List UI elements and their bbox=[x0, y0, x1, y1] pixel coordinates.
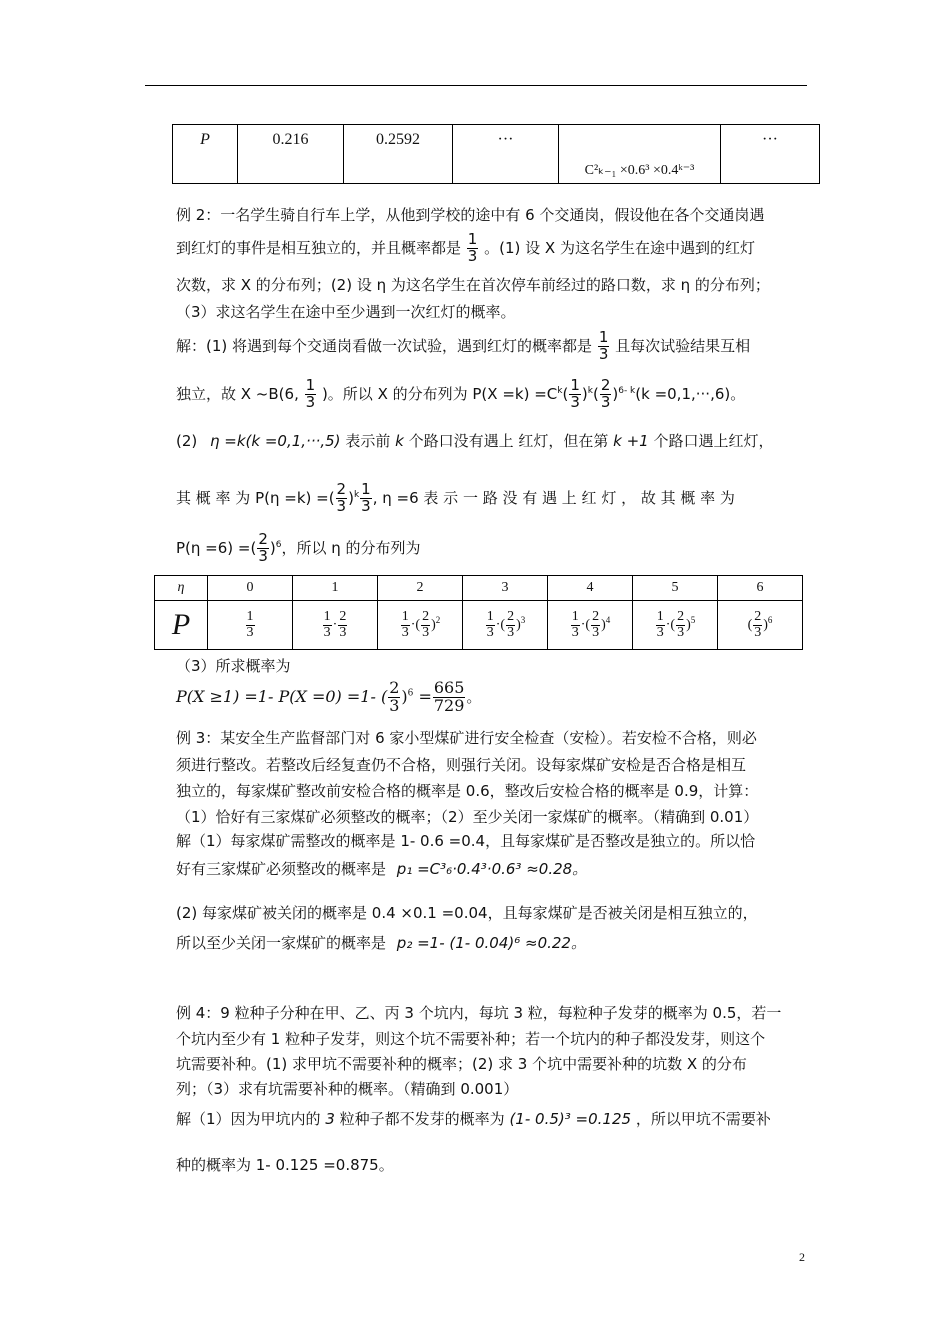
denominator: 3 bbox=[305, 392, 316, 411]
denominator: 3 bbox=[422, 624, 430, 640]
numerator: 1 bbox=[467, 230, 478, 248]
text-run: k +1 bbox=[613, 432, 649, 450]
denominator: 3 bbox=[336, 496, 347, 515]
text-run: (k =0,1,···,6)。 bbox=[635, 384, 746, 403]
text-run: P(η =6) =( bbox=[176, 538, 257, 557]
text-run: ( bbox=[562, 384, 569, 403]
numerator: 665 bbox=[433, 678, 465, 697]
denominator: 3 bbox=[571, 624, 579, 640]
paragraph-line: 种的概率为 1- 0.125 =0.875。 bbox=[176, 1156, 394, 1174]
text-run: ) bbox=[401, 686, 408, 706]
paragraph-line bbox=[176, 858, 587, 879]
table-cell: $\frac{1}{3}$ ·( $\frac{2}{3}$ )$^3$ bbox=[463, 601, 548, 650]
denominator: 3 bbox=[389, 695, 400, 715]
table-row bbox=[155, 601, 803, 650]
numerator: 2 bbox=[389, 678, 400, 697]
fraction bbox=[305, 378, 317, 411]
superscript: 6- k bbox=[618, 385, 636, 396]
table-cell: P bbox=[155, 601, 208, 650]
paragraph-line: 列；（3）求有坑需要补种的概率。（精确到 0.001） bbox=[176, 1080, 519, 1098]
paragraph-line: 次数，求 X 的分布列；(2) 设 η 为这名学生在首次停车前经过的路口数，求 η 的分布列； bbox=[176, 276, 770, 294]
text-run: , η =6 表 示 一 路 没 有 遇 上 红 灯 ， 故 其 概 率 为 bbox=[372, 488, 735, 507]
numerator: 1 bbox=[246, 608, 254, 624]
numerator: 1 bbox=[305, 376, 316, 394]
paragraph-line: 解（1）每家煤矿需整改的概率是 1- 0.6 =0.4，且每家煤矿是否整改是独立的。所以恰 bbox=[176, 832, 756, 850]
text-run: ( bbox=[592, 384, 599, 403]
numerator: 1 bbox=[571, 608, 579, 624]
superscript: 6 bbox=[275, 539, 282, 550]
paragraph-line: 例 3：某安全生产监督部门对 6 家小型煤矿进行安全检查（安检）。若安检不合格，则必 bbox=[176, 729, 757, 747]
text-run: P(X ≥1) =1- P(X =0) =1- ( bbox=[176, 686, 388, 706]
table-cell: 0.2592 bbox=[344, 125, 453, 184]
table-cell: P bbox=[173, 125, 238, 184]
denominator: 3 bbox=[592, 624, 600, 640]
superscript: 6 bbox=[767, 614, 773, 625]
numerator: 2 bbox=[258, 530, 268, 548]
paragraph-line: 坑需要补种。(1) 求甲坑不需要补种的概率；(2) 求 3 个坑中需要补种的坑数 X 的分布 bbox=[176, 1055, 747, 1073]
denominator: 3 bbox=[600, 392, 611, 411]
text-run: (2) bbox=[176, 432, 198, 450]
denominator: 3 bbox=[401, 624, 409, 640]
table-row bbox=[173, 125, 820, 184]
denominator: 3 bbox=[598, 344, 609, 363]
page-number: 2 bbox=[799, 1250, 805, 1264]
denominator: 3 bbox=[656, 624, 664, 640]
paragraph-line bbox=[176, 430, 774, 451]
numerator: 2 bbox=[754, 608, 762, 624]
superscript: 2 bbox=[435, 614, 441, 625]
fraction bbox=[401, 610, 410, 640]
numerator: 1 bbox=[570, 376, 580, 394]
paragraph-line bbox=[176, 330, 750, 363]
table-cell: 5 bbox=[633, 576, 718, 601]
text-run: ) bbox=[612, 384, 619, 403]
text-run: ) bbox=[581, 384, 588, 403]
denominator: 729 bbox=[433, 695, 465, 715]
fraction bbox=[421, 610, 430, 640]
fraction bbox=[676, 610, 685, 640]
table-cell: 4 bbox=[548, 576, 633, 601]
fraction bbox=[467, 232, 479, 265]
paragraph-line bbox=[176, 1108, 771, 1129]
denominator: 3 bbox=[339, 624, 347, 640]
text-run: = bbox=[418, 686, 432, 706]
fraction bbox=[600, 378, 612, 411]
paragraph-line: 须进行整改。若整改后经复查仍不合格，则强行关闭。设每家煤矿安检是否合格是相互 bbox=[176, 756, 747, 774]
table-cell: $\frac{1}{3}$ ·( $\frac{2}{3}$ )$^2$ bbox=[378, 601, 463, 650]
text-run: ) bbox=[348, 488, 354, 507]
table-cell: C²ₖ₋₁ ×0.6³ ×0.4ᵏ⁻³ bbox=[559, 125, 721, 184]
text-run: 个路口遇上红灯， bbox=[653, 432, 774, 450]
text-run: 表示前 bbox=[345, 432, 391, 450]
paragraph-line: 个坑内至少有 1 粒种子发芽，则这个坑不需要补种；若一个坑内的种子都没发芽，则这个 bbox=[176, 1030, 766, 1048]
paragraph-line: 例 4：9 粒种子分种在甲、乙、丙 3 个坑内，每坑 3 粒，每粒种子发芽的概率为 0.5，若一 bbox=[176, 1004, 782, 1022]
fraction bbox=[246, 610, 255, 640]
fraction bbox=[656, 610, 665, 640]
paragraph-line: （3）所求概率为 bbox=[176, 657, 291, 675]
table-row bbox=[155, 576, 803, 601]
distribution-table-continued bbox=[172, 124, 820, 184]
numerator: 2 bbox=[592, 608, 600, 624]
text-run: 解：(1) 将遇到每个交通岗看做一次试验，遇到红灯的概率都是 bbox=[176, 336, 593, 355]
paragraph-line: 独立的，每家煤矿整改前安检合格的概率是 0.6，整改后安检合格的概率是 0.9，计算： bbox=[176, 782, 759, 800]
numerator: 1 bbox=[598, 328, 609, 346]
denominator: 3 bbox=[323, 624, 331, 640]
fraction bbox=[569, 378, 581, 411]
paragraph-line bbox=[176, 532, 421, 565]
table-cell: 1 bbox=[293, 576, 378, 601]
superscript: 4 bbox=[605, 614, 611, 625]
table-cell: 3 bbox=[463, 576, 548, 601]
paragraph-line: 例 2：一名学生骑自行车上学，从他到学校的途中有 6 个交通岗，假设他在各个交通岗遇 bbox=[176, 206, 765, 224]
text-run: (1- 0.5)³ =0.125 bbox=[509, 1110, 632, 1128]
denominator: 3 bbox=[677, 624, 685, 640]
text-run: 所以至少关闭一家煤矿的概率是 bbox=[176, 934, 387, 952]
text-run: 好有三家煤矿必须整改的概率是 bbox=[176, 860, 387, 878]
formula-line bbox=[176, 680, 481, 715]
text-run: 3 bbox=[325, 1110, 335, 1128]
denominator: 3 bbox=[258, 546, 268, 565]
text-run: η =k(k =0,1,···,5) bbox=[210, 432, 341, 450]
fraction bbox=[506, 610, 515, 640]
table-cell: 6 bbox=[718, 576, 803, 601]
text-run: 且每次试验结果互相 bbox=[615, 336, 751, 355]
superscript: k bbox=[353, 489, 360, 500]
superscript: 3 bbox=[520, 614, 526, 625]
fraction bbox=[486, 610, 495, 640]
table-cell: $\frac{1}{3}$ · $\frac{2}{3}$ bbox=[293, 601, 378, 650]
text-run: 个路口没有遇上 红灯，但在第 bbox=[408, 432, 609, 450]
numerator: 2 bbox=[339, 608, 347, 624]
numerator: 2 bbox=[507, 608, 515, 624]
superscript: k bbox=[587, 385, 593, 396]
denominator: 3 bbox=[467, 246, 478, 265]
denominator: 3 bbox=[507, 624, 515, 640]
denominator: 3 bbox=[246, 624, 254, 640]
numerator: 2 bbox=[677, 608, 685, 624]
denominator: 3 bbox=[754, 624, 762, 640]
table-cell bbox=[208, 601, 293, 650]
text-run: k bbox=[395, 432, 404, 450]
paragraph-line: (2) 每家煤矿被关闭的概率是 0.4 ×0.1 =0.04，且每家煤矿是否被关闭是相互独立的， bbox=[176, 904, 758, 922]
text-run: 。 bbox=[466, 687, 482, 706]
paragraph-line bbox=[176, 932, 586, 953]
numerator: 1 bbox=[361, 480, 371, 498]
text-run: 到红灯的事件是相互独立的，并且概率都是 bbox=[176, 238, 462, 257]
denominator: 3 bbox=[486, 624, 494, 640]
denominator: 3 bbox=[570, 392, 580, 411]
table-cell: ··· bbox=[721, 125, 820, 184]
table-cell: ··· bbox=[453, 125, 559, 184]
table-cell: $\frac{1}{3}$ ·( $\frac{2}{3}$ )$^5$ bbox=[633, 601, 718, 650]
paragraph-line bbox=[176, 232, 755, 265]
text-run: p₂ =1- (1- 0.04)⁶ ≈0.22。 bbox=[396, 934, 586, 952]
paragraph-line: （3）求这名学生在途中至少遇到一次红灯的概率。 bbox=[176, 303, 516, 321]
denominator: 3 bbox=[361, 496, 371, 515]
text-run: ) bbox=[269, 538, 276, 557]
text-run: ，所以 η 的分布列为 bbox=[281, 538, 421, 557]
numerator: 2 bbox=[600, 376, 611, 394]
fraction bbox=[338, 610, 347, 640]
table-cell: 2 bbox=[378, 576, 463, 601]
paragraph-line: （1）恰好有三家煤矿必须整改的概率；（2）至少关闭一家煤矿的概率。（精确到 0.01） bbox=[176, 808, 759, 826]
table-cell: 0.216 bbox=[238, 125, 344, 184]
text-run: ，所以甲坑不需要补 bbox=[635, 1110, 771, 1128]
text-run: 粒种子都不发芽的概率为 bbox=[339, 1110, 505, 1128]
table-cell: $\frac{1}{3}$ ·( $\frac{2}{3}$ )$^4$ bbox=[548, 601, 633, 650]
numerator: 1 bbox=[656, 608, 664, 624]
text-run: 独立，故 X ~B(6, bbox=[176, 384, 299, 403]
fraction bbox=[433, 680, 466, 715]
eta-distribution-table bbox=[154, 575, 803, 650]
superscript: k bbox=[557, 385, 563, 396]
superscript: 6 bbox=[407, 688, 414, 699]
table-cell: η bbox=[155, 576, 208, 601]
fraction bbox=[591, 610, 600, 640]
text-run: 。(1) 设 X 为这名学生在途中遇到的红灯 bbox=[484, 238, 755, 257]
numerator: 1 bbox=[323, 608, 331, 624]
paragraph-line bbox=[176, 378, 745, 411]
fraction bbox=[360, 482, 372, 515]
numerator: 2 bbox=[336, 480, 347, 498]
numerator: 1 bbox=[486, 608, 494, 624]
fraction bbox=[388, 680, 400, 715]
table-cell: 0 bbox=[208, 576, 293, 601]
text-run: p₁ =C³₆·0.4³·0.6³ ≈0.28。 bbox=[396, 860, 588, 878]
superscript: 5 bbox=[690, 614, 696, 625]
fraction bbox=[257, 532, 269, 565]
text-run: 其 概 率 为 P(η =k) =( bbox=[176, 488, 335, 507]
numerator: 1 bbox=[401, 608, 409, 624]
fraction bbox=[323, 610, 332, 640]
paragraph-line bbox=[176, 482, 735, 515]
table-cell: ( $\frac{2}{3}$ )$^6$ bbox=[718, 601, 803, 650]
fraction bbox=[598, 330, 610, 363]
text-run: 解（1）因为甲坑内的 bbox=[176, 1110, 321, 1128]
numerator: 2 bbox=[422, 608, 430, 624]
fraction bbox=[753, 610, 762, 640]
text-run: )。所以 X 的分布列为 P(X =k) =C bbox=[321, 384, 558, 403]
header-rule bbox=[145, 85, 807, 86]
fraction bbox=[571, 610, 580, 640]
fraction bbox=[336, 482, 348, 515]
